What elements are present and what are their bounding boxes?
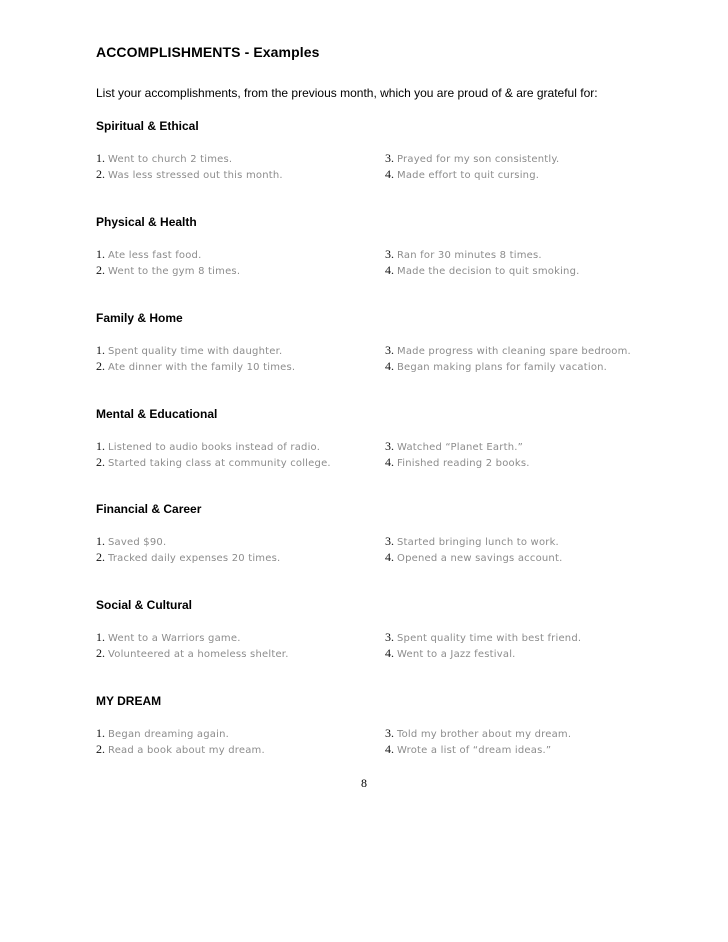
section-spiritual-ethical [96,118,656,184]
item-text: Began making plans for family vacation. [397,362,608,373]
list-item [96,533,166,549]
list-item [385,629,581,645]
section-physical-health [96,214,656,280]
item-number: 3. [385,726,394,740]
list-item [385,246,542,262]
item-number: 1. [96,534,105,548]
list-item [385,725,571,741]
item-text: Went to the gym 8 times. [108,266,241,277]
page-number: 8 [361,776,367,790]
item-number: 1. [96,726,105,740]
list-item [385,549,562,565]
item-text: Started taking class at community college. [108,458,331,469]
item-list [96,150,656,184]
item-number: 2. [96,742,105,756]
item-number: 1. [96,439,105,453]
item-text: Ran for 30 minutes 8 times. [397,250,542,261]
item-number: 1. [96,630,105,644]
list-item [96,725,229,741]
list-item [385,358,607,374]
item-text: Started bringing lunch to work. [397,537,559,548]
item-text: Made progress with cleaning spare bedroom. [397,346,631,357]
item-number: 1. [96,151,105,165]
list-item [96,166,283,182]
list-item [385,438,523,454]
section-financial-career [96,501,656,567]
list-item [96,150,232,166]
item-number: 3. [385,439,394,453]
item-number: 4. [385,455,394,469]
item-number: 4. [385,646,394,660]
item-number: 4. [385,167,394,181]
item-text: Made effort to quit cursing. [397,170,540,181]
item-text: Opened a new savings account. [397,553,563,564]
list-item [96,741,265,757]
item-number: 4. [385,742,394,756]
item-number: 2. [96,167,105,181]
item-text: Went to a Warriors game. [108,633,241,644]
item-text: Prayed for my son consistently. [397,154,560,165]
item-text: Went to church 2 times. [108,154,233,165]
item-text: Spent quality time with daughter. [108,346,283,357]
item-text: Spent quality time with best friend. [397,633,582,644]
section-heading: MY DREAM [96,694,162,708]
list-item [96,549,280,565]
item-number: 2. [96,550,105,564]
item-text: Told my brother about my dream. [397,729,572,740]
section-heading: Financial & Career [96,502,202,516]
item-number: 1. [96,247,105,261]
item-list [96,246,656,280]
item-number: 3. [385,534,394,548]
item-text: Went to a Jazz festival. [397,649,516,660]
list-item [385,262,580,278]
item-number: 4. [385,263,394,277]
item-text: Saved $90. [108,537,167,548]
item-text: Wrote a list of “dream ideas.” [397,745,552,756]
section-family-home [96,310,656,376]
item-list [96,629,656,663]
item-number: 2. [96,455,105,469]
list-item [96,645,289,661]
list-item [385,454,530,470]
item-number: 4. [385,550,394,564]
item-number: 1. [96,343,105,357]
item-list [96,438,656,472]
section-heading: Mental & Educational [96,407,218,421]
item-text: Ate dinner with the family 10 times. [108,362,296,373]
section-heading: Physical & Health [96,215,197,229]
list-item [96,438,320,454]
list-item [96,629,241,645]
page-title: ACCOMPLISHMENTS - Examples [96,44,320,60]
section-heading: Spiritual & Ethical [96,119,199,133]
item-number: 3. [385,151,394,165]
item-list [96,342,656,376]
item-number: 2. [96,646,105,660]
item-text: Tracked daily expenses 20 times. [108,553,281,564]
item-number: 3. [385,247,394,261]
section-my-dream [96,693,656,759]
list-item [96,246,202,262]
list-item [385,741,551,757]
section-heading: Family & Home [96,311,183,325]
section-heading: Social & Cultural [96,598,193,612]
list-item [385,166,539,182]
list-item [96,342,282,358]
item-text: Finished reading 2 books. [397,458,530,469]
item-number: 2. [96,359,105,373]
item-number: 3. [385,630,394,644]
list-item [96,358,295,374]
list-item [385,533,559,549]
list-item [385,150,559,166]
item-number: 2. [96,263,105,277]
item-text: Was less stressed out this month. [108,170,283,181]
item-text: Listened to audio books instead of radio. [108,442,321,453]
item-text: Made the decision to quit smoking. [397,266,580,277]
intro-text: List your accomplishments, from the previous month, which you are proud of & are grateful for: [96,86,598,100]
section-mental-educational [96,406,656,472]
item-number: 4. [385,359,394,373]
item-text: Watched “Planet Earth.” [397,442,523,453]
item-text: Read a book about my dream. [108,745,265,756]
section-social-cultural [96,597,656,663]
item-text: Ate less fast food. [108,250,202,261]
list-item [96,262,240,278]
item-list [96,533,656,567]
item-text: Began dreaming again. [108,729,230,740]
list-item [385,342,631,358]
item-list [96,725,656,759]
item-text: Volunteered at a homeless shelter. [108,649,289,660]
list-item [96,454,331,470]
item-number: 3. [385,343,394,357]
list-item [385,645,516,661]
